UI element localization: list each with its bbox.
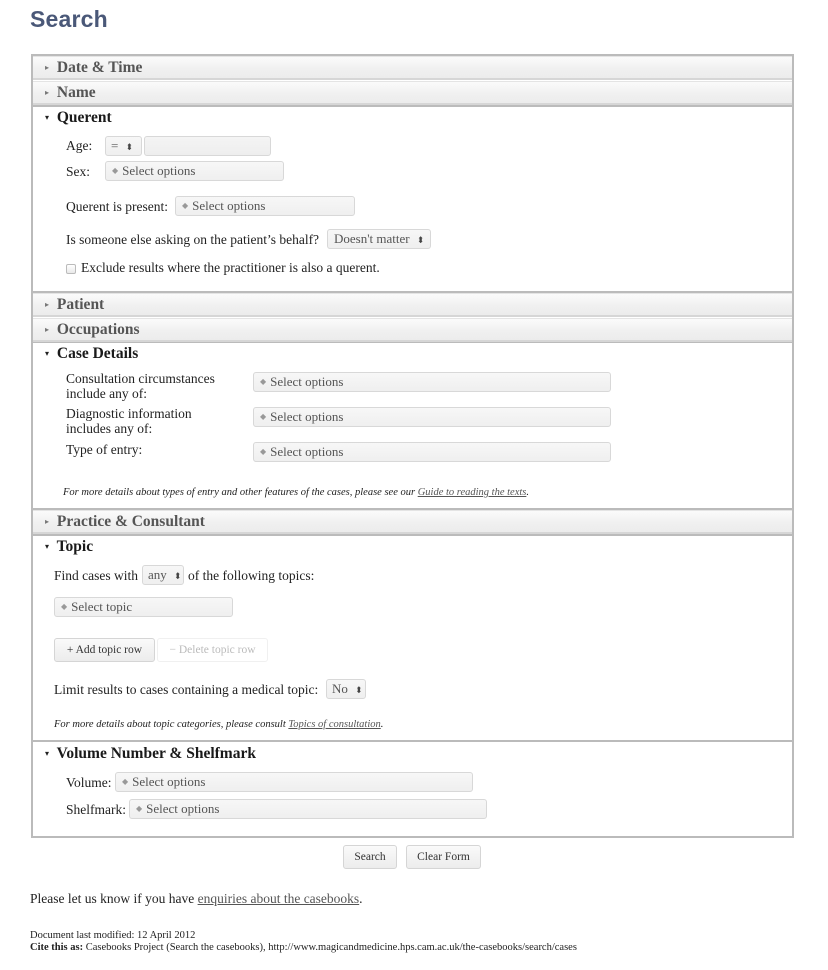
- search-button[interactable]: Search: [343, 845, 397, 869]
- diagnostic-label-line1: Diagnostic information: [66, 406, 192, 421]
- volume-select[interactable]: [115, 772, 473, 792]
- panel-header-case-details[interactable]: [33, 343, 792, 367]
- exclude-practitioner-checkbox[interactable]: [66, 264, 76, 274]
- select-dot-icon: ◆: [136, 804, 143, 813]
- collapse-triangle-icon: ▾: [45, 542, 50, 551]
- find-cases-suffix: of the following topics:: [188, 568, 315, 583]
- behalf-label: Is someone else asking on the patient’s behalf?: [66, 232, 320, 247]
- find-cases-prefix: Find cases with: [54, 568, 138, 583]
- panel-header-occupations[interactable]: [33, 318, 792, 342]
- sex-select[interactable]: [105, 161, 284, 181]
- select-dot-icon: ◆: [122, 777, 129, 786]
- panel-header-date-time[interactable]: [33, 56, 792, 80]
- enquiry-suffix: .: [359, 891, 363, 906]
- panel-header-topic[interactable]: [33, 536, 792, 560]
- topic-match-value: any: [148, 567, 167, 582]
- note-text: For more details about types of entry and other features of the cases, please see our: [63, 487, 418, 498]
- entry-type-select[interactable]: [253, 442, 611, 462]
- panel-header-name[interactable]: [33, 81, 792, 105]
- cite-text: Casebooks Project (Search the casebooks), http://www.magicandmedicine.hps.cam.ac.uk/the-casebooks/search/cases: [83, 942, 577, 953]
- diagnostic-label-line2: includes any of:: [66, 421, 153, 436]
- expand-triangle-icon: ▸: [45, 517, 50, 526]
- panel-title: Patient: [56, 296, 105, 313]
- select-dot-icon: ◆: [260, 412, 267, 421]
- topic-match-select[interactable]: [142, 565, 184, 585]
- panel-title: Topic: [56, 538, 94, 555]
- note-suffix: .: [380, 719, 384, 730]
- age-input[interactable]: [144, 136, 271, 156]
- guide-to-reading-link[interactable]: Guide to reading the texts: [417, 487, 527, 498]
- case-details-note: [63, 485, 529, 501]
- querent-present-label: Querent is present:: [66, 199, 168, 214]
- add-topic-row-button[interactable]: + Add topic row: [54, 638, 155, 662]
- volume-placeholder: Select options: [132, 774, 206, 789]
- collapse-triangle-icon: ▾: [45, 349, 50, 358]
- panel-title: Querent: [56, 109, 112, 126]
- cite-label: Cite this as:: [30, 942, 84, 953]
- topics-of-consultation-link[interactable]: Topics of consultation: [288, 719, 381, 730]
- citation: [30, 942, 577, 953]
- panel-header-querent[interactable]: [33, 107, 792, 131]
- diagnostic-placeholder: Select options: [270, 409, 344, 424]
- spinner-arrows-icon: ⬍: [174, 571, 182, 581]
- circumstances-label-line2: include any of:: [66, 386, 147, 401]
- collapse-triangle-icon: ▾: [45, 113, 50, 122]
- age-operator-select[interactable]: [105, 136, 142, 156]
- enquiry-prefix: Please let us know if you have: [30, 891, 198, 906]
- shelfmark-placeholder: Select options: [146, 801, 220, 816]
- panel-title: Practice & Consultant: [56, 513, 205, 530]
- shelfmark-label: Shelfmark:: [66, 802, 126, 817]
- panel-title: Case Details: [56, 345, 139, 362]
- medical-topic-label: Limit results to cases containing a medical topic:: [54, 682, 319, 697]
- exclude-practitioner-label: Exclude results where the practitioner is also a querent.: [81, 260, 380, 275]
- collapse-triangle-icon: ▾: [45, 749, 50, 758]
- search-form: [31, 54, 794, 838]
- select-dot-icon: ◆: [61, 602, 68, 611]
- panel-header-patient[interactable]: [33, 293, 792, 317]
- select-dot-icon: ◆: [182, 201, 189, 210]
- age-label: Age:: [66, 138, 93, 153]
- topic-note: [54, 717, 383, 733]
- note-text: For more details about topic categories, please consult: [54, 719, 289, 730]
- panel-header-volume-shelfmark[interactable]: [33, 743, 792, 767]
- delete-topic-row-button[interactable]: − Delete topic row: [157, 638, 268, 662]
- sex-label: Sex:: [66, 164, 91, 179]
- enquiries-link[interactable]: enquiries about the casebooks: [197, 891, 360, 906]
- behalf-value: Doesn't matter: [334, 231, 410, 246]
- querent-present-placeholder: Select options: [192, 198, 266, 213]
- page-title: Search: [30, 6, 108, 32]
- panel-title: Name: [56, 84, 96, 101]
- sex-placeholder: Select options: [122, 163, 196, 178]
- expand-triangle-icon: ▸: [45, 300, 50, 309]
- spinner-arrows-icon: ⬍: [355, 685, 363, 695]
- expand-triangle-icon: ▸: [45, 325, 50, 334]
- select-dot-icon: ◆: [260, 447, 267, 456]
- divider: [33, 740, 792, 742]
- expand-triangle-icon: ▸: [45, 63, 50, 72]
- medical-topic-value: No: [332, 681, 348, 696]
- circumstances-placeholder: Select options: [270, 374, 344, 389]
- topic-select[interactable]: [54, 597, 233, 617]
- select-dot-icon: ◆: [112, 166, 119, 175]
- spinner-arrows-icon: ⬍: [125, 142, 134, 152]
- medical-topic-select[interactable]: [326, 679, 366, 699]
- querent-present-select[interactable]: [175, 196, 355, 216]
- circumstances-label-line1: Consultation circumstances: [66, 371, 215, 386]
- entry-type-label: Type of entry:: [66, 442, 143, 457]
- volume-label: Volume:: [66, 775, 112, 790]
- note-suffix: .: [526, 487, 529, 498]
- circumstances-select[interactable]: [253, 372, 611, 392]
- panel-title: Volume Number & Shelfmark: [56, 745, 256, 762]
- shelfmark-select[interactable]: [129, 799, 487, 819]
- enquiry-text: [30, 891, 363, 907]
- panel-header-practice-consultant[interactable]: [33, 510, 792, 534]
- expand-triangle-icon: ▸: [45, 88, 50, 97]
- age-operator-value: =: [111, 138, 119, 153]
- topic-placeholder: Select topic: [71, 599, 133, 614]
- entry-type-placeholder: Select options: [270, 444, 344, 459]
- panel-title: Occupations: [56, 321, 140, 338]
- panel-title: Date & Time: [56, 59, 143, 76]
- spinner-arrows-icon: ⬍: [416, 235, 425, 245]
- select-dot-icon: ◆: [260, 377, 267, 386]
- last-modified: Document last modified: 12 April 2012: [30, 930, 196, 941]
- diagnostic-select[interactable]: [253, 407, 611, 427]
- clear-form-button[interactable]: Clear Form: [406, 845, 481, 869]
- behalf-select[interactable]: [327, 229, 431, 249]
